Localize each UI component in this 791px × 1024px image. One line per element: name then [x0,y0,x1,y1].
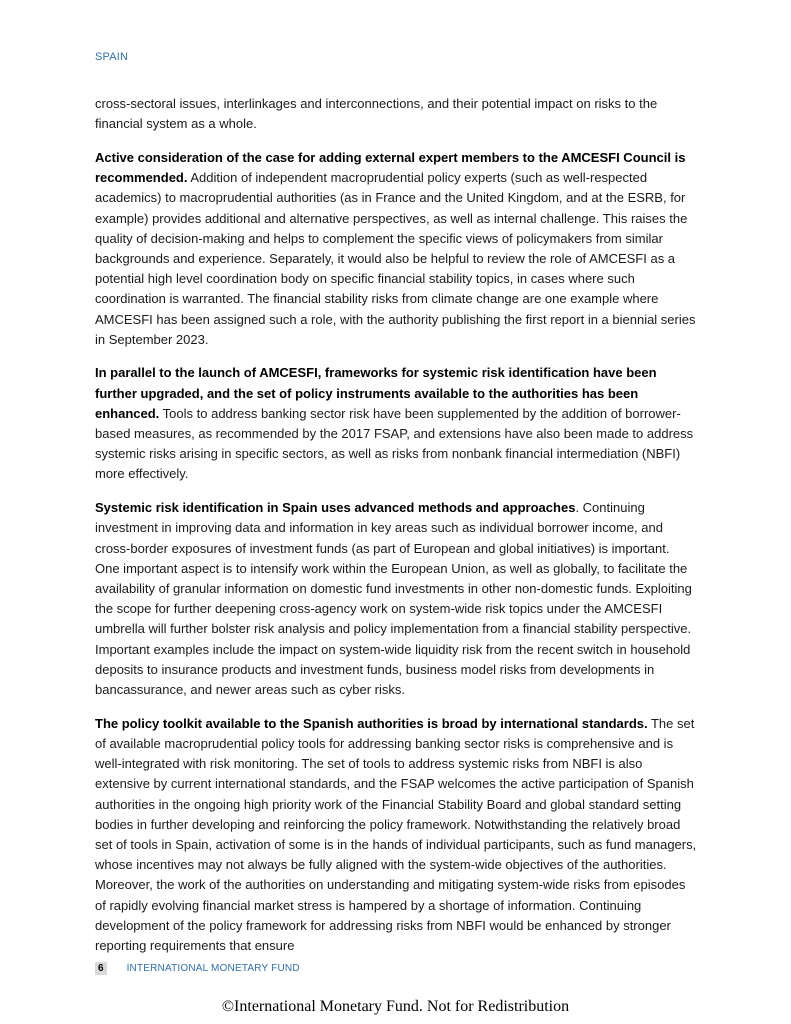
paragraph-text: Tools to address banking sector risk have been supplemented by the addition of borrower-based measures, as recommended by the 2017 FSAP, and extensions have also been made to address systemic risks arising in specific sectors, as well as risks from nonbank financial intermediation (NBFI) more effectively. [95,405,694,482]
page-number: 6 [95,962,107,975]
footer-organization: INTERNATIONAL MONETARY FUND [126,963,300,974]
paragraph-text: . Continuing investment in improving data and information in key areas such as individual borrower income, and cross-border exposures of investment funds (as part of European and global initiatives) is important. One important aspect is to intensify work within the European Union, as well as globally, to facilitate the availability of granular information on domestic fund investments in other non-domestic funds. Exploiting the scope for further deepening cross-agency work on system-wide risk topics under the AMCESFI umbrella will further bolster risk analysis and policy implementation from a financial stability perspective. Important examples include the impact on system-wide liquidity risk from the recent switch in household deposits to insurance products and investment funds, business model risks from developments in bancassurance, and newer areas such as cyber risks. [95,500,692,697]
page-footer [95,962,300,975]
running-header: SPAIN [95,51,129,63]
paragraph-text: Addition of independent macroprudential policy experts (such as well-respected academics) to macroprudential authorities (as in France and the United Kingdom, and at the ESRB, for example) provides additional and alternative perspectives, as well as internal challenge. This raises the quality of decision-making and helps to complement the specific views of policymakers from similar backgrounds and experience. Separately, it would also be helpful to review the role of AMCESFI as a potential high level coordination body on specific financial stability topics, in cases where such coordination is warranted. The financial stability risks from climate change are one example where AMCESFI has been assigned such a role, with the authority publishing the first report in a biennial series in September 2023. [95,170,696,347]
body-text [95,94,697,970]
paragraph-text: cross-sectoral issues, interlinkages and interconnections, and their potential impact on risks to the financial system as a whole. [95,96,658,132]
paragraph-policy-toolkit [95,714,697,956]
paragraph-continuation [95,94,697,134]
paragraph-risk-identification [95,498,697,700]
paragraph-lead: Systemic risk identification in Spain uses advanced methods and approaches [95,500,576,516]
paragraph-lead: Active consideration of the case for adding external expert members to the AMCESFI Council is recommended. [95,149,686,186]
paragraph-external-experts [95,148,697,350]
paragraph-lead: The policy toolkit available to the Spanish authorities is broad by international standards. [95,715,648,731]
paragraph-frameworks-upgraded [95,363,697,484]
copyright-notice: ©International Monetary Fund. Not for Redistribution [221,998,570,1015]
paragraph-lead: In parallel to the launch of AMCESFI, frameworks for systemic risk identification have been further upgraded, and the set of policy instruments available to the authorities has been enhanced. [95,365,657,421]
paragraph-text: The set of available macroprudential policy tools for addressing banking sector risks is comprehensive and is well-integrated with risk monitoring. The set of tools to address systemic risks from NBFI is also extensive by current international standards, and the FSAP welcomes the active participation of Spanish authorities in the ongoing high priority work of the Financial Stability Board and global standard setting bodies in further developing and reinforcing the policy framework. Notwithstanding the relatively broad set of tools in Spain, activation of some is in the hands of individual participants, such as fund managers, whose incentives may not always be fully aligned with the system-wide objectives of the authorities. Moreover, the work of the authorities on understanding and mitigating system-wide risks from episodes of rapidly evolving financial market stress is hampered by a shortage of information. Continuing development of the policy framework for addressing risks from NBFI would be enhanced by stronger reporting requirements that ensure [95,715,697,953]
